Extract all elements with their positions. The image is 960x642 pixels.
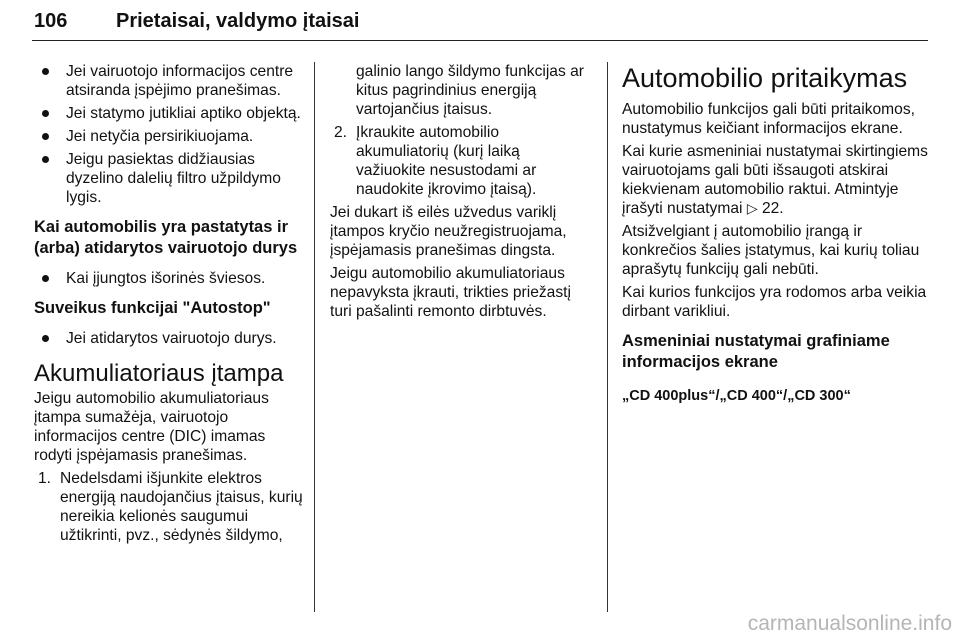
column-left — [34, 62, 304, 549]
list-item: Jei statymo jutikliai aptiko objektą. — [34, 104, 304, 123]
page-reference[interactable]: 22. — [761, 200, 784, 217]
page-header — [32, 6, 928, 41]
list-item — [330, 62, 592, 119]
section-heading-autostop: Suveikus funkcijai "Autostop" — [34, 299, 271, 317]
bullet-list — [34, 329, 304, 348]
list-item: Jeigu pasiektas didžiausias dyzelino dalelių filtro užpildymo lygis. — [34, 150, 304, 207]
paragraph: Jeigu automobilio akumuliatoriaus nepavyksta įkrauti, trikties priežastį turi pašalinti remonto dirbtuvės. — [330, 265, 571, 320]
section-heading-personal-settings: Asmeniniai nustatymai grafiniame informacijos ekrane — [622, 332, 890, 371]
list-item: Jei netyčia persirikiuojama. — [34, 127, 304, 146]
battery-intro: Jeigu automobilio akumuliatoriaus įtampa sumažėja, vairuotojo informacijos centre (DIC) imamas rodyti įspėjamasis pranešimas. — [34, 390, 269, 464]
numbered-list — [330, 62, 592, 199]
list-item — [330, 123, 592, 199]
column-divider — [314, 62, 315, 612]
step-number: 2. — [334, 124, 348, 141]
numbered-list — [34, 469, 304, 545]
column-right — [622, 62, 932, 406]
page-number: 106 — [34, 10, 68, 32]
list-item: Jei vairuotojo informacijos centre atsiranda įspėjimo pranešimas. — [34, 62, 304, 100]
paragraph — [622, 142, 932, 218]
section-heading-doors: Kai automobilis yra pastatytas ir (arba) atidarytos vairuotojo durys — [34, 218, 298, 257]
column-middle — [330, 62, 592, 325]
paragraph: Kai kurios funkcijos yra rodomos arba veikia dirbant varikliui. — [622, 284, 927, 320]
step-text: Įkraukite automobilio akumuliatorių (kurį laiką važiuokite nesustodami ar naudokite įkrovimo įtaisą). — [356, 124, 537, 198]
list-item — [34, 469, 304, 545]
paragraph-text: Kai kurie asmeniniai nustatymai skirtingiems vairuotojams gali būti išsaugoti atskirai kiekvienam automobilio raktui. Atmintyje įrašyti nustatymai — [622, 143, 928, 217]
section-heading-battery: Akumuliatoriaus įtampa — [34, 360, 284, 387]
list-item: Jei atidarytos vairuotojo durys. — [34, 329, 304, 348]
paragraph: Atsižvelgiant į automobilio įrangą ir konkrečios šalies įstatymus, kai kurių toliau aprašytų funkcijų gali nebūti. — [622, 223, 920, 278]
step-text: galinio lango šildymo funkcijas ar kitus pagrindinius energiją vartojančius įtaisus. — [356, 63, 584, 118]
paragraph: Automobilio funkcijos gali būti pritaikomos, nustatymus keičiant informacijos ekrane. — [622, 101, 915, 137]
column-divider — [607, 62, 608, 612]
section-heading-models: „CD 400plus“/„CD 400“/„CD 300“ — [622, 388, 851, 404]
page-reference-icon: ▷ — [746, 200, 758, 216]
list-item: Kai įjungtos išorinės šviesos. — [34, 269, 304, 288]
step-number: 1. — [38, 470, 52, 487]
section-heading-customization: Automobilio pritaikymas — [622, 63, 908, 93]
paragraph: Jei dukart iš eilės užvedus variklį įtampos kryčio neužregistruojama, įspėjamasis pranešimas dingsta. — [330, 204, 567, 259]
page-title: Prietaisai, valdymo įtaisai — [116, 10, 360, 32]
bullet-list — [34, 269, 304, 288]
bullet-list — [34, 62, 304, 207]
step-text: Nedelsdami išjunkite elektros energiją naudojančius įtaisus, kurių nereikia kelionės saugumui užtikrinti, pvz., sėdynės šildymo, — [60, 470, 303, 544]
watermark: carmanualsonline.info — [747, 612, 952, 635]
